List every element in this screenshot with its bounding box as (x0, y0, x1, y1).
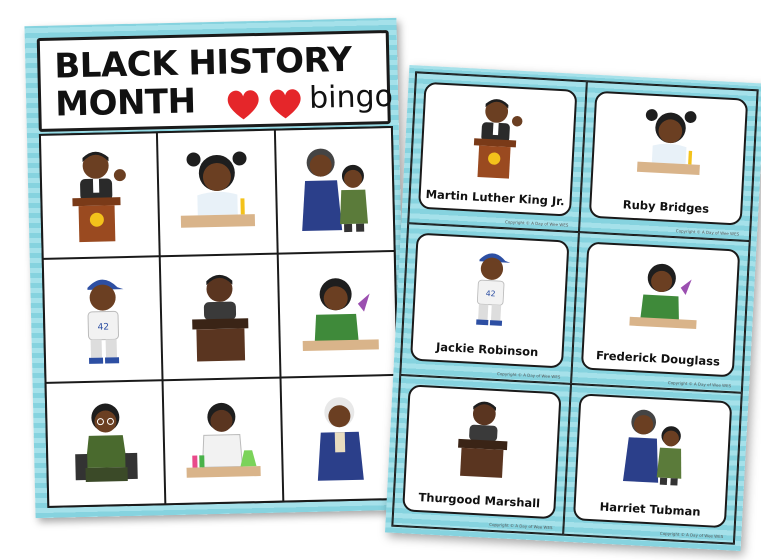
copyright-text: Copyright © A Day of Wee WES (659, 530, 724, 540)
scientist-icon (177, 390, 269, 492)
copyright-text: Copyright © A Day of Wee WES (497, 370, 561, 379)
hearts-icon (223, 85, 308, 123)
card-name: Ruby Bridges (622, 197, 710, 217)
calling-card-slot (408, 72, 587, 232)
card-name: Harriet Tubman (599, 499, 701, 519)
calling-card-slot (563, 384, 742, 544)
card-name: Martin Luther King Jr. (425, 187, 565, 209)
girl-at-desk-icon (171, 142, 263, 244)
title-line-2: MONTH (54, 81, 197, 125)
card-name: Jackie Robinson (435, 339, 539, 359)
title-line-1: BLACK HISTORY (53, 39, 352, 87)
calling-card (402, 384, 561, 519)
card-name: Frederick Douglass (595, 347, 721, 369)
bingo-grid (39, 126, 401, 508)
calling-card (589, 91, 748, 226)
copyright-text: Copyright © A Day of Wee WES (504, 219, 569, 228)
calling-card (581, 242, 740, 377)
title-box (37, 30, 394, 132)
bingo-word: bingo (308, 78, 394, 116)
bingo-cell-girl-at-desk (158, 131, 276, 256)
bingo-cell-man-writing (278, 252, 396, 377)
woman-in-headscarf-icon (304, 387, 376, 489)
man-writing-icon (291, 263, 383, 365)
bingo-cell-woman-seated (47, 381, 165, 506)
speaker-at-podium-icon (461, 90, 536, 186)
calling-card-slot (392, 375, 571, 535)
bingo-cell-woman-in-headscarf (281, 376, 399, 501)
copyright-text: Copyright © A Day of Wee WES (675, 228, 740, 237)
bingo-cell-woman-and-child (276, 128, 394, 253)
calling-cards-sheet (385, 65, 761, 551)
calling-card (573, 393, 732, 528)
calling-card-slot (400, 223, 579, 383)
svg-text:42: 42 (484, 289, 496, 299)
card-name: Thurgood Marshall (418, 490, 541, 511)
woman-seated-icon (59, 393, 151, 495)
woman-and-child-icon (611, 401, 695, 493)
girl-at-desk-icon (629, 99, 710, 191)
man-at-podium-icon (179, 266, 261, 368)
baseball-player-icon (67, 269, 139, 371)
bingo-cell-scientist (164, 379, 282, 504)
bingo-cell-man-at-podium (161, 255, 279, 380)
woman-and-child-icon (288, 139, 380, 241)
baseball-player-icon (458, 241, 523, 334)
copyright-text: Copyright © A Day of Wee WES (489, 521, 553, 531)
svg-text:42: 42 (97, 322, 109, 333)
bingo-cell-speaker-at-podium (41, 133, 159, 258)
speaker-at-podium-icon (59, 145, 141, 247)
man-writing-icon (619, 250, 703, 342)
calling-card (410, 233, 569, 368)
man-at-podium-icon (445, 392, 520, 484)
calling-card-slot (579, 81, 758, 241)
bingo-board (24, 18, 407, 518)
copyright-text: Copyright © A Day of Wee WES (667, 379, 732, 388)
bingo-cell-baseball-player (44, 257, 162, 382)
calling-cards-grid (391, 71, 758, 544)
calling-card (418, 82, 577, 217)
calling-card-slot (571, 232, 750, 392)
